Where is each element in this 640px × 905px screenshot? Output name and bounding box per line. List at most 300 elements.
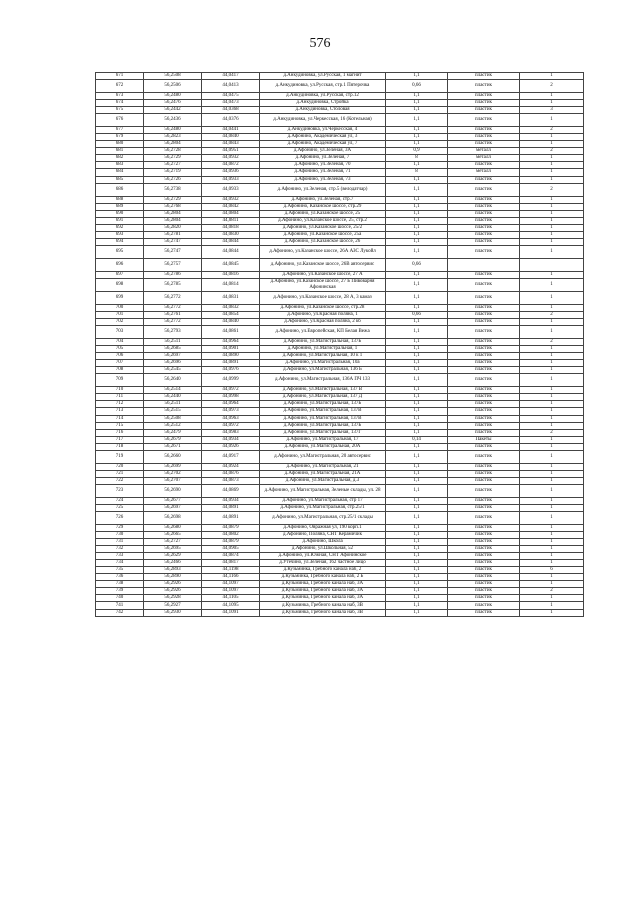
address-cell: д.Афонино, ул.Магистральная, 137В [260, 408, 386, 415]
volume-cell: 1,1 [386, 374, 448, 387]
address-cell: д.Афонино, ул.Магистральная, стр.25/1 [260, 504, 386, 511]
material-cell: пластик [448, 595, 520, 602]
longitude-cell: 44,0832 [202, 304, 260, 311]
longitude-cell: 44,0802 [202, 532, 260, 539]
latitude-cell: 56,2511 [144, 339, 202, 346]
material-cell: пластик [448, 231, 520, 238]
row-number-cell: 677 [96, 127, 144, 134]
count-cell: 1 [520, 581, 584, 588]
latitude-cell: 56,2726 [144, 176, 202, 183]
volume-cell: 8 [386, 169, 448, 176]
count-cell: 1 [520, 609, 584, 616]
table-row [96, 463, 584, 470]
address-cell: д.Афонино, ул.Магистральная, 136 Б [260, 367, 386, 374]
longitude-cell: 44,0869 [202, 484, 260, 497]
volume-cell: 0,66 [386, 258, 448, 271]
longitude-cell: 44,0879 [202, 539, 260, 546]
row-number-cell: 703 [96, 326, 144, 339]
longitude-cell: 44,0876 [202, 470, 260, 477]
table-row [96, 304, 584, 311]
longitude-cell: 44,0840 [202, 319, 260, 326]
latitude-cell: 56,2690 [144, 484, 202, 497]
material-cell: пластик [448, 546, 520, 553]
address-cell: д.Кузьминка, Гребного канала наб, 2 Б [260, 574, 386, 581]
latitude-cell: 56,2680 [144, 524, 202, 531]
material-cell: пластик [448, 183, 520, 196]
longitude-cell: 44,0417 [202, 73, 260, 80]
address-cell: д.Афонино, ул.Красная поляна, 1 [260, 311, 386, 318]
table-row [96, 567, 584, 574]
table-row [96, 574, 584, 581]
volume-cell: 1,1 [386, 107, 448, 114]
address-cell: д.Афонино, ул.Казанское шоссе, 25/2 [260, 224, 386, 231]
latitude-cell: 56,2926 [144, 588, 202, 595]
material-cell: пластик [448, 339, 520, 346]
row-number-cell: 707 [96, 360, 144, 367]
row-number-cell: 701 [96, 311, 144, 318]
volume-cell: 1,1 [386, 560, 448, 567]
table-row [96, 203, 584, 210]
material-cell: Пакеты [448, 436, 520, 443]
row-number-cell: 681 [96, 148, 144, 155]
row-number-cell: 712 [96, 401, 144, 408]
latitude-cell: 56,2511 [144, 401, 202, 408]
table-row [96, 93, 584, 100]
longitude-cell: 44,0804 [202, 210, 260, 217]
page-number: 576 [309, 36, 331, 51]
volume-cell: 1,1 [386, 602, 448, 609]
row-number-cell: 741 [96, 602, 144, 609]
material-cell: пластик [448, 567, 520, 574]
address-cell: д.Кузьминка, Гребного канала наб, 3В [260, 602, 386, 609]
address-cell: д.Афонино, ул.Казанское шоссе, 26А АЗС Лукойл [260, 245, 386, 258]
count-cell: 1 [520, 602, 584, 609]
longitude-cell: 44,1198 [202, 567, 260, 574]
address-cell: д.Афонино, ул.Магистральная, стр.25/1 склады [260, 511, 386, 524]
material-cell: металл [448, 148, 520, 155]
volume-cell: 1,1 [386, 477, 448, 484]
table-row [96, 588, 584, 595]
material-cell: пластик [448, 100, 520, 107]
latitude-cell: 56,2719 [144, 169, 202, 176]
latitude-cell: 56,2728 [144, 148, 202, 155]
volume-cell: 1,1 [386, 387, 448, 394]
material-cell: пластик [448, 73, 520, 80]
longitude-cell: 44,1105 [202, 595, 260, 602]
latitude-cell: 56,2729 [144, 155, 202, 162]
count-cell: 1 [520, 595, 584, 602]
material-cell: пластик [448, 463, 520, 470]
material-cell: пластик [448, 422, 520, 429]
volume-cell: 1,1 [386, 162, 448, 169]
address-cell: д.Афонино, ул.Казанское шоссе, 27 Б Пивоварня Афонинская [260, 278, 386, 291]
container-sites-table [95, 72, 584, 617]
longitude-cell: 44,0972 [202, 422, 260, 429]
table-row [96, 401, 584, 408]
latitude-cell: 56,2804 [144, 217, 202, 224]
longitude-cell: 44,0926 [202, 443, 260, 450]
count-cell: 1 [520, 217, 584, 224]
address-cell: д.Афонино, ул.Казанское шоссе, 28 А, 3 камаз [260, 291, 386, 304]
volume-cell: 1,1 [386, 238, 448, 245]
latitude-cell: 56,2442 [144, 107, 202, 114]
row-number-cell: 733 [96, 553, 144, 560]
address-cell: д.Анкудиновка, ул.Черкесская, 16 (Котельная) [260, 114, 386, 127]
address-cell: д.Афонино, ул.Красная поляна, 2 кб [260, 319, 386, 326]
address-cell: д.Афонино, ул.Зеленая, 3А [260, 148, 386, 155]
longitude-cell: 44,0964 [202, 401, 260, 408]
volume-cell: 1,1 [386, 524, 448, 531]
row-number-cell: 735 [96, 567, 144, 574]
table-row [96, 217, 584, 224]
address-cell: д.Утечино, ул.Зеленая, 162 частное лицо [260, 560, 386, 567]
row-number-cell: 729 [96, 524, 144, 531]
count-cell: 2 [520, 183, 584, 196]
table-row [96, 387, 584, 394]
address-cell: д.Афонино, ул.Европейская, КП Белая Вежа [260, 326, 386, 339]
material-cell: пластик [448, 401, 520, 408]
count-cell: 1 [520, 532, 584, 539]
count-cell: 1 [520, 100, 584, 107]
address-cell: д.Анкудиновка, ул.Русская, 1 магнит [260, 73, 386, 80]
longitude-cell: 44,0901 [202, 346, 260, 353]
row-number-cell: 709 [96, 374, 144, 387]
volume-cell: 1,1 [386, 224, 448, 231]
latitude-cell: 56,2476 [144, 100, 202, 107]
longitude-cell: 44,0814 [202, 278, 260, 291]
volume-cell: 1,1 [386, 134, 448, 141]
material-cell: пластик [448, 353, 520, 360]
volume-cell: 1,1 [386, 326, 448, 339]
latitude-cell: 56,2729 [144, 196, 202, 203]
count-cell: 1 [520, 574, 584, 581]
count-cell: 6 [520, 567, 584, 574]
table-row [96, 319, 584, 326]
latitude-cell: 56,2508 [144, 73, 202, 80]
table-row [96, 595, 584, 602]
row-number-cell: 686 [96, 183, 144, 196]
volume-cell: 1,1 [386, 339, 448, 346]
material-cell: пластик [448, 203, 520, 210]
latitude-cell: 56,2515 [144, 408, 202, 415]
address-cell: д.Афонино, Академическая ул, 7 [260, 141, 386, 148]
latitude-cell: 56,2793 [144, 326, 202, 339]
row-number-cell: 683 [96, 162, 144, 169]
material-cell: пластик [448, 429, 520, 436]
latitude-cell: 56,2747 [144, 238, 202, 245]
latitude-cell: 56,2480 [144, 127, 202, 134]
count-cell: 1 [520, 463, 584, 470]
volume-cell: 1,1 [386, 346, 448, 353]
volume-cell: 1,1 [386, 210, 448, 217]
count-cell: 1 [520, 134, 584, 141]
table-row [96, 169, 584, 176]
latitude-cell: 56,2772 [144, 319, 202, 326]
count-cell: 1 [520, 353, 584, 360]
table-row [96, 394, 584, 401]
longitude-cell: 44,0951 [202, 148, 260, 155]
table-row [96, 134, 584, 141]
longitude-cell: 44,0376 [202, 114, 260, 127]
latitude-cell: 56,2677 [144, 497, 202, 504]
volume-cell: 1,1 [386, 183, 448, 196]
table-row [96, 326, 584, 339]
table-row [96, 524, 584, 531]
latitude-cell: 56,2696 [144, 360, 202, 367]
latitude-cell: 56,2629 [144, 553, 202, 560]
volume-cell: 1,1 [386, 141, 448, 148]
row-number-cell: 684 [96, 169, 144, 176]
address-cell: д.Афонино, ул.Магистральная, 137Б [260, 339, 386, 346]
material-cell: пластик [448, 360, 520, 367]
table-row [96, 176, 584, 183]
address-cell: д.Афонино, ул.Магистральная, 17 [260, 436, 386, 443]
longitude-cell: 44,0854 [202, 311, 260, 318]
address-cell: д.Афонино, ул.Магистральная, 137Б [260, 401, 386, 408]
longitude-cell: 44,0872 [202, 162, 260, 169]
address-cell: д.Анкудиновка, ул.Черкесская, 4 [260, 127, 386, 134]
material-cell: пластик [448, 162, 520, 169]
material-cell: пластик [448, 176, 520, 183]
latitude-cell: 56,2545 [144, 367, 202, 374]
count-cell: 1 [520, 203, 584, 210]
volume-cell: 1,1 [386, 408, 448, 415]
volume-cell: 1,1 [386, 567, 448, 574]
longitude-cell: 44,0963 [202, 415, 260, 422]
count-cell: 1 [520, 497, 584, 504]
count-cell: 1 [520, 436, 584, 443]
volume-cell: 1,1 [386, 196, 448, 203]
table-row [96, 127, 584, 134]
table-row [96, 367, 584, 374]
address-cell: д.Афонино, ул.Казанское шоссе, 26 [260, 238, 386, 245]
material-cell: пластик [448, 553, 520, 560]
volume-cell: 1,1 [386, 394, 448, 401]
volume-cell: 1,1 [386, 176, 448, 183]
longitude-cell: 44,1095 [202, 602, 260, 609]
address-cell: д.Кузьминка, Гребного канала наб, 3А [260, 595, 386, 602]
count-cell: 1 [520, 524, 584, 531]
row-number-cell: 715 [96, 422, 144, 429]
table-row [96, 73, 584, 80]
latitude-cell: 56,2699 [144, 463, 202, 470]
row-number-cell: 695 [96, 245, 144, 258]
count-cell: 1 [520, 210, 584, 217]
latitude-cell: 56,2707 [144, 477, 202, 484]
row-number-cell: 726 [96, 511, 144, 524]
address-cell: д.Афонино, ул.Казанское шоссе, стр.28 [260, 304, 386, 311]
table-body [96, 73, 584, 617]
table-row [96, 311, 584, 318]
volume-cell: 8 [386, 155, 448, 162]
latitude-cell: 56,2514 [144, 387, 202, 394]
row-number-cell: 723 [96, 484, 144, 497]
count-cell: 2 [520, 148, 584, 155]
table-row [96, 278, 584, 291]
address-cell: д.Афонино, ул.Магистральная, 10а [260, 360, 386, 367]
material-cell: пластик [448, 311, 520, 318]
latitude-cell: 56,2747 [144, 245, 202, 258]
volume-cell: 1,1 [386, 93, 448, 100]
latitude-cell: 56,2823 [144, 134, 202, 141]
row-number-cell: 708 [96, 367, 144, 374]
row-number-cell: 725 [96, 504, 144, 511]
volume-cell: 1,1 [386, 595, 448, 602]
row-number-cell: 714 [96, 415, 144, 422]
address-cell: д.Афонино, ул.Казанское шоссе, 25, стр.2 [260, 217, 386, 224]
table-row [96, 511, 584, 524]
volume-cell: 1,1 [386, 504, 448, 511]
volume-cell: 1,1 [386, 574, 448, 581]
volume-cell: 1,1 [386, 304, 448, 311]
table-row [96, 546, 584, 553]
longitude-cell: 44,0413 [202, 80, 260, 93]
count-cell: 2 [520, 311, 584, 318]
row-number-cell: 719 [96, 450, 144, 463]
longitude-cell: 44,0818 [202, 224, 260, 231]
volume-cell: 1,1 [386, 100, 448, 107]
table-row [96, 346, 584, 353]
longitude-cell: 44,0842 [202, 203, 260, 210]
table-row [96, 553, 584, 560]
row-number-cell: 731 [96, 539, 144, 546]
count-cell: 1 [520, 271, 584, 278]
address-cell: д.Афонино, ул.Казанское шоссе, 27 А [260, 271, 386, 278]
table-row [96, 374, 584, 387]
material-cell: пластик [448, 278, 520, 291]
volume-cell: 1,1 [386, 127, 448, 134]
longitude-cell: 44,0831 [202, 291, 260, 304]
address-cell: д.Афонино, ул.Казанское шоссе, 25 [260, 210, 386, 217]
volume-cell: 1,1 [386, 360, 448, 367]
table-row [96, 532, 584, 539]
latitude-cell: 56,2727 [144, 539, 202, 546]
volume-cell: 1,1 [386, 291, 448, 304]
material-cell: пластик [448, 560, 520, 567]
table-row [96, 422, 584, 429]
longitude-cell: 44,0817 [202, 560, 260, 567]
material-cell: пластик [448, 524, 520, 531]
volume-cell: 1,1 [386, 401, 448, 408]
count-cell: 2 [520, 80, 584, 93]
table-row [96, 429, 584, 436]
count-cell: 1 [520, 238, 584, 245]
volume-cell: 1,1 [386, 429, 448, 436]
address-cell: д.Кузьминка, Гребного канала наб, 3А [260, 581, 386, 588]
count-cell: 1 [520, 450, 584, 463]
material-cell: пластик [448, 387, 520, 394]
address-cell: д.Анкудиновка, ул.Русская, стр.1 Пятерочка [260, 80, 386, 93]
latitude-cell: 56,2928 [144, 595, 202, 602]
material-cell: пластик [448, 539, 520, 546]
address-cell: д.Афонино, ул.Зеленая, стр.5 (велодатчар) [260, 183, 386, 196]
material-cell: пластик [448, 304, 520, 311]
row-number-cell: 706 [96, 353, 144, 360]
table-row [96, 231, 584, 238]
latitude-cell: 56,2761 [144, 311, 202, 318]
material-cell [448, 258, 520, 271]
material-cell: пластик [448, 408, 520, 415]
row-number-cell: 721 [96, 470, 144, 477]
longitude-cell: 44,0890 [202, 353, 260, 360]
table-row [96, 245, 584, 258]
row-number-cell: 673 [96, 93, 144, 100]
row-number-cell: 690 [96, 210, 144, 217]
longitude-cell: 44,0441 [202, 127, 260, 134]
volume-cell: 1,1 [386, 203, 448, 210]
latitude-cell: 56,2640 [144, 374, 202, 387]
count-cell: 1 [520, 394, 584, 401]
table-row [96, 339, 584, 346]
count-cell: 1 [520, 360, 584, 367]
latitude-cell: 56,2480 [144, 93, 202, 100]
material-cell: пластик [448, 326, 520, 339]
table-row [96, 141, 584, 148]
table-row [96, 114, 584, 127]
material-cell: металл [448, 169, 520, 176]
longitude-cell: 44,0932 [202, 196, 260, 203]
longitude-cell: 44,0998 [202, 394, 260, 401]
address-cell: д.Афонино, ул.Зеленая, 70 [260, 162, 386, 169]
longitude-cell: 44,0473 [202, 100, 260, 107]
table-row [96, 100, 584, 107]
row-number-cell: 713 [96, 408, 144, 415]
row-number-cell: 717 [96, 436, 144, 443]
count-cell: 2 [520, 588, 584, 595]
volume-cell: 1,1 [386, 463, 448, 470]
material-cell: пластик [448, 470, 520, 477]
address-cell: д.Афонино, ул.Магистральная, 137В [260, 415, 386, 422]
material-cell: пластик [448, 114, 520, 127]
row-number-cell: 698 [96, 278, 144, 291]
material-cell: пластик [448, 291, 520, 304]
count-cell: 1 [520, 196, 584, 203]
volume-cell: 1,1 [386, 532, 448, 539]
latitude-cell: 56,2698 [144, 511, 202, 524]
longitude-cell: 44,0843 [202, 141, 260, 148]
count-cell: 1 [520, 278, 584, 291]
count-cell: 1 [520, 367, 584, 374]
table-row [96, 470, 584, 477]
table-row [96, 224, 584, 231]
row-number-cell: 720 [96, 463, 144, 470]
latitude-cell: 56,2738 [144, 183, 202, 196]
table-row [96, 602, 584, 609]
longitude-cell: 44,0816 [202, 271, 260, 278]
material-cell: пластик [448, 374, 520, 387]
material-cell: пластик [448, 450, 520, 463]
material-cell: металл [448, 155, 520, 162]
row-number-cell: 672 [96, 80, 144, 93]
address-cell: д.Афонино, Академическая ул, 3 [260, 134, 386, 141]
table-row [96, 450, 584, 463]
volume-cell: 1,1 [386, 553, 448, 560]
latitude-cell: 56,2440 [144, 394, 202, 401]
count-cell: 2 [520, 429, 584, 436]
volume-cell: 1,1 [386, 73, 448, 80]
row-number-cell: 697 [96, 271, 144, 278]
material-cell: пластик [448, 394, 520, 401]
count-cell: 1 [520, 319, 584, 326]
latitude-cell: 56,2512 [144, 422, 202, 429]
table-row [96, 353, 584, 360]
count-cell: 1 [520, 304, 584, 311]
count-cell: 1 [520, 224, 584, 231]
row-number-cell: 696 [96, 258, 144, 271]
address-cell: д.Анкудиновка, ул.Русская, стр.12 [260, 93, 386, 100]
row-number-cell: 700 [96, 304, 144, 311]
latitude-cell: 56,2479 [144, 429, 202, 436]
